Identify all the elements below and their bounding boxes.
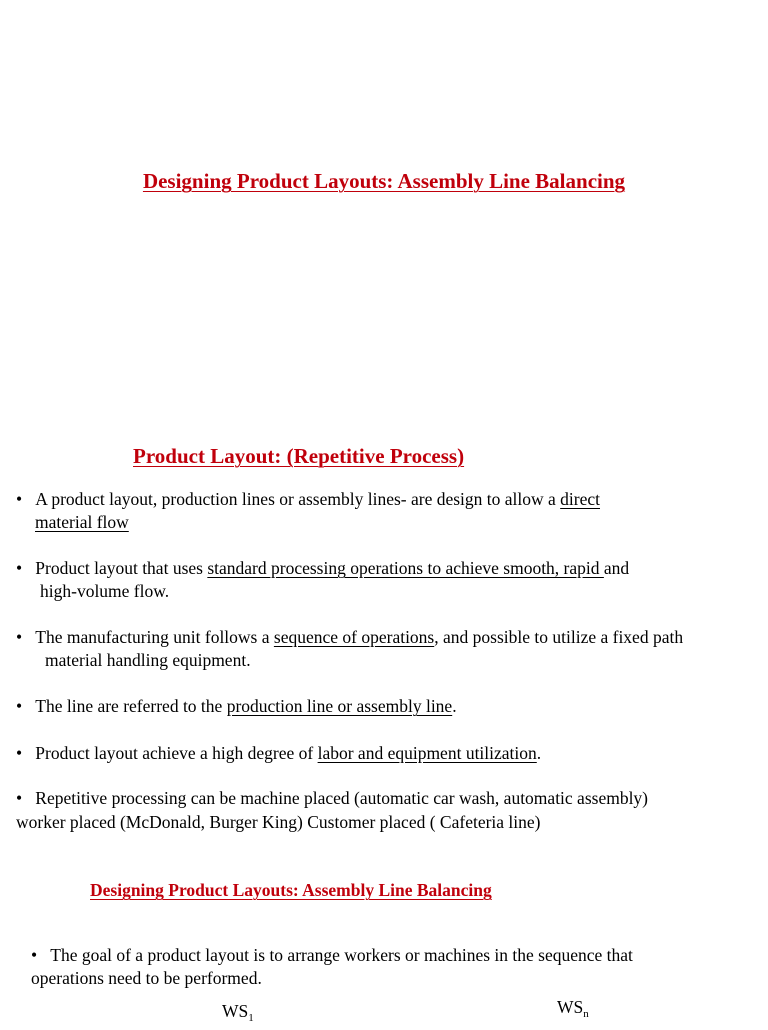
- bullet-text: The line are referred to the: [35, 696, 227, 716]
- page-title: Designing Product Layouts: Assembly Line Balancing: [142, 169, 626, 193]
- bullet-text-continued: worker placed (McDonald, Burger King) Customer placed ( Cafeteria line): [16, 812, 541, 832]
- bullet-icon: •: [16, 489, 23, 509]
- list-item: [16, 626, 683, 649]
- workstation-label-last: [557, 996, 589, 1026]
- bullet-text: The goal of a product layout is to arrange workers or machines in the sequence that: [50, 945, 633, 965]
- list-item: [16, 695, 457, 718]
- list-item: [16, 488, 600, 511]
- workstation-subscript: 1: [248, 1012, 254, 1024]
- section-title-line-balancing: Designing Product Layouts: Assembly Line Balancing: [90, 880, 492, 900]
- bullet-text: .: [536, 743, 542, 763]
- bullet-icon: •: [16, 627, 23, 647]
- list-item: [16, 742, 541, 765]
- workstation-subscript: n: [583, 1008, 589, 1020]
- bullet-text: The manufacturing unit follows a: [35, 627, 274, 647]
- underlined-term: sequence of operations: [273, 627, 435, 647]
- underlined-term: direct: [560, 489, 600, 509]
- bullet-icon: •: [16, 696, 23, 716]
- bullet-text: Product layout achieve a high degree of: [35, 743, 318, 763]
- list-item: [16, 787, 648, 810]
- section-title-product-layout: Product Layout: (Repetitive Process): [133, 444, 465, 468]
- bullet-icon: •: [16, 743, 23, 763]
- list-item: [16, 557, 629, 580]
- bullet-text: Repetitive processing can be machine placed (automatic car wash, automatic assembly): [35, 788, 649, 808]
- bullet-text: and: [603, 558, 630, 578]
- underlined-term: standard processing operations to achieve smooth, rapid: [207, 558, 604, 578]
- bullet-text-continued: material handling equipment.: [45, 650, 251, 670]
- bullet-text: Product layout that uses: [35, 558, 208, 578]
- bullet-text-continued: operations need to be performed.: [31, 968, 262, 988]
- workstation-base: WS: [222, 1001, 249, 1021]
- bullet-text: , and possible to utilize a fixed path: [434, 627, 684, 647]
- workstation-label-first: [222, 1000, 254, 1030]
- bullet-icon: •: [16, 788, 23, 808]
- bullet-icon: •: [16, 558, 23, 578]
- list-item: [31, 944, 633, 967]
- underlined-term: production line or assembly line: [226, 696, 453, 716]
- underlined-term: labor and equipment utilization: [317, 743, 537, 763]
- bullet-text: A product layout, production lines or assembly lines- are design to allow a: [35, 489, 561, 509]
- bullet-icon: •: [31, 945, 38, 965]
- workstation-base: WS: [557, 997, 584, 1017]
- bullet-text-continued: high-volume flow.: [40, 581, 170, 601]
- bullet-text: .: [452, 696, 457, 716]
- underlined-term: material flow: [35, 512, 129, 532]
